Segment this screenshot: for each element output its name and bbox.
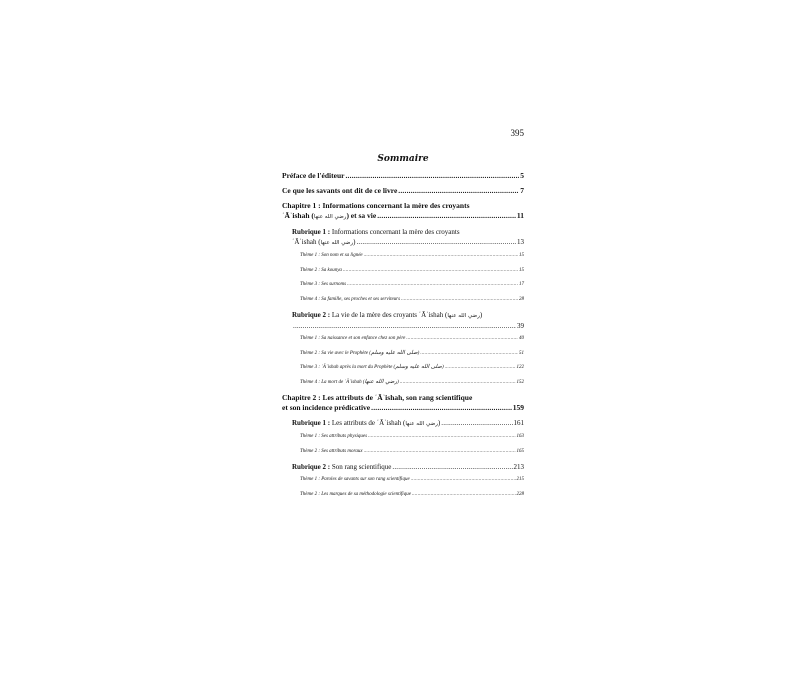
toc-entry-theme: Thème 2 : Sa kounya ..... 15 [300, 267, 524, 274]
toc-entry-theme: Thème 3 : Ses surnoms ..... 17 [300, 281, 524, 288]
toc-entry-rubrique-2: Rubrique 2 : La vie de la mère des croyants ʿĀʾishah (رضي الله عنها) ..... 39 [292, 310, 524, 331]
honorific-glyph: صلى الله عليه وسلم [395, 364, 442, 370]
toc-page: 213 [513, 463, 524, 471]
dot-leader [345, 171, 519, 181]
toc-label: Chapitre 2 : Les attributs de ʿĀʾishah, son rang scientifique [282, 393, 473, 402]
toc-entry-theme: Thème 2 : Les marques de sa méthodologie scientifique ..... 228 [300, 491, 524, 498]
toc-entry-theme: Thème 1 : Ses attributs physiques ..... 163 [300, 433, 524, 440]
toc-label-line2: ʿĀʾishah (رضي الله عنها) et sa vie [282, 211, 377, 220]
toc-label: Préface de l'éditeur [282, 171, 345, 180]
honorific-glyph: رضي الله عنها [313, 214, 347, 220]
toc-page: 11 [516, 211, 524, 220]
toc-entry-chapter-1 [282, 201, 524, 222]
honorific-glyph: رضي الله عنها [405, 421, 438, 427]
toc-page: 159 [512, 403, 524, 412]
toc-entry-theme: Thème 2 : Ses attributs moraux ..... 165 [300, 448, 524, 455]
dot-leader [392, 462, 512, 472]
toc-entry-rubrique-1: Rubrique 1 : Les attributs de ʿĀʾishah (رضي الله عنها) ..... 161 [292, 418, 524, 429]
honorific-glyph: رضي الله عنها [364, 378, 398, 385]
toc-entry-theme: Thème 3 : ʿĀʾishah après la mort du Prophète (صلى الله عليه وسلم) ..... 122 [300, 364, 524, 371]
toc-entry-savants [282, 186, 524, 196]
toc-label: Ce que les savants ont dit de ce livre [282, 186, 398, 195]
toc-entry-chapter-2: Chapitre 2 : Les attributs de ʿĀʾishah, son rang scientifique et son incidence prédicative ..... 159 [282, 393, 524, 413]
page-title: Sommaire [377, 154, 429, 164]
toc-entry-theme: Thème 1 : Sa naissance et son enfance chez son père ..... 40 [300, 335, 524, 342]
toc-entry-theme: Thème 2 : Sa vie avec le Prophète (صلى الله عليه وسلم) ..... 51 [300, 350, 524, 357]
toc-entry-theme: Thème 1 : Son nom et sa lignée ..... 15 [300, 252, 524, 259]
toc-page: 39 [517, 322, 524, 330]
honorific-glyph: صلى الله عليه وسلم [370, 349, 418, 356]
dot-leader [356, 237, 516, 247]
toc-entry-rubrique-2: Rubrique 2 : Son rang scientifique ..... 213 [292, 462, 524, 472]
dot-leader [293, 321, 516, 331]
toc-page: 7 [520, 186, 524, 195]
toc-entry-preface [282, 171, 524, 181]
honorific-glyph: رضي الله عنها [320, 240, 354, 246]
page-number: 395 [510, 128, 524, 138]
toc-page: 5 [520, 171, 524, 180]
dot-leader [377, 211, 516, 221]
dot-leader [441, 418, 512, 428]
dot-leader [398, 186, 519, 196]
toc-entry-theme: Thème 4 : La mort de ʿĀʾishah (رضي الله عنها) ..... 152 [300, 379, 524, 386]
toc-label: Chapitre 1 : Informations concernant la mère des croyants [282, 201, 470, 210]
toc-page: 13 [517, 238, 524, 246]
dot-leader [371, 403, 512, 413]
toc-entry-theme: Thème 1 : Paroles de savants sur son rang scientifique ..... 215 [300, 476, 524, 483]
toc-entry-theme: Thème 4 : Sa famille, ses proches et ses serviteurs ..... 28 [300, 296, 524, 303]
book-page [282, 128, 524, 505]
honorific-glyph: رضي الله عنها [447, 313, 480, 319]
toc-page: 161 [513, 419, 524, 427]
toc-entry-rubrique-1: Rubrique 1 : Informations concernant la mère des croyants ʿĀʾishah (رضي الله عنها) ..... 13 [292, 227, 524, 248]
